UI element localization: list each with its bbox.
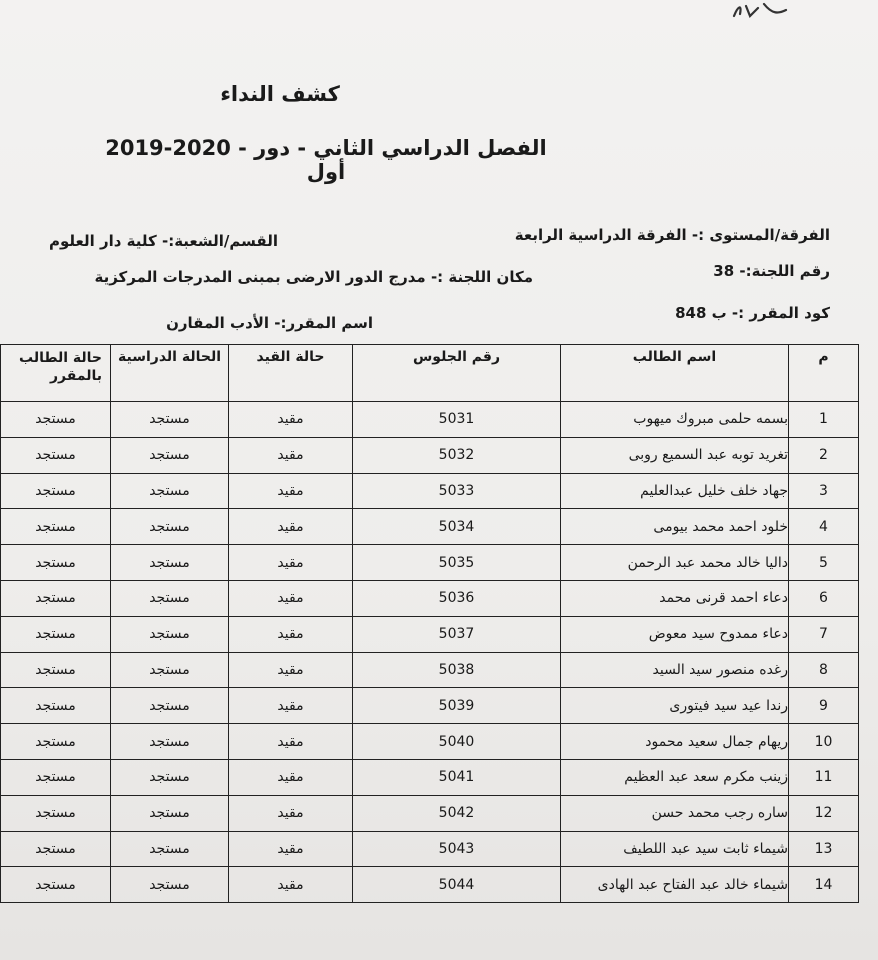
registration-status-cell: مقيد — [229, 473, 353, 509]
table-row — [1, 473, 859, 509]
department-info: القسم/الشعبة:- كلية دار العلوم — [49, 232, 278, 250]
column-header-seat-number: رقم الجلوس — [353, 345, 561, 402]
seat-number-cell: 5034 — [353, 509, 561, 545]
row-index-cell: 8 — [789, 652, 859, 688]
course-status-cell: مستجد — [1, 509, 111, 545]
student-name-cell: جهاد خلف خليل عبدالعليم — [561, 473, 789, 509]
table-row — [1, 688, 859, 724]
column-header-index: م — [789, 345, 859, 402]
column-header-course-status: حالة الطالب بالمقرر — [1, 345, 111, 402]
course-code-info: كود المقرر :- ب 848 — [675, 304, 830, 322]
row-index-cell: 9 — [789, 688, 859, 724]
study-status-cell: مستجد — [111, 580, 229, 616]
table-row — [1, 759, 859, 795]
committee-number-info: رقم اللجنة:- 38 — [713, 262, 830, 280]
table-row — [1, 724, 859, 760]
seat-number-cell: 5033 — [353, 473, 561, 509]
row-index-cell: 2 — [789, 437, 859, 473]
course-status-cell: مستجد — [1, 402, 111, 438]
student-name-cell: خلود احمد محمد بيومى — [561, 509, 789, 545]
row-index-cell: 12 — [789, 795, 859, 831]
seat-number-cell: 5044 — [353, 867, 561, 903]
student-name-cell: زينب مكرم سعد عبد العظيم — [561, 759, 789, 795]
course-status-cell: مستجد — [1, 437, 111, 473]
study-status-cell: مستجد — [111, 724, 229, 760]
handwritten-mark-icon — [728, 0, 808, 22]
table-row — [1, 545, 859, 581]
student-name-cell: ريهام جمال سعيد محمود — [561, 724, 789, 760]
student-name-cell: دعاء احمد قرنى محمد — [561, 580, 789, 616]
seat-number-cell: 5032 — [353, 437, 561, 473]
study-status-cell: مستجد — [111, 437, 229, 473]
course-status-cell: مستجد — [1, 616, 111, 652]
table-row — [1, 652, 859, 688]
student-name-cell: تغريد توبه عبد السميع روبى — [561, 437, 789, 473]
course-status-cell: مستجد — [1, 759, 111, 795]
course-status-cell: مستجد — [1, 545, 111, 581]
course-status-cell: مستجد — [1, 867, 111, 903]
registration-status-cell: مقيد — [229, 580, 353, 616]
table-row — [1, 437, 859, 473]
study-status-cell: مستجد — [111, 831, 229, 867]
course-status-cell: مستجد — [1, 473, 111, 509]
study-status-cell: مستجد — [111, 545, 229, 581]
study-status-cell: مستجد — [111, 402, 229, 438]
course-status-cell: مستجد — [1, 724, 111, 760]
course-status-cell: مستجد — [1, 831, 111, 867]
seat-number-cell: 5037 — [353, 616, 561, 652]
study-status-cell: مستجد — [111, 509, 229, 545]
seat-number-cell: 5039 — [353, 688, 561, 724]
row-index-cell: 6 — [789, 580, 859, 616]
study-status-cell: مستجد — [111, 473, 229, 509]
registration-status-cell: مقيد — [229, 831, 353, 867]
registration-status-cell: مقيد — [229, 652, 353, 688]
table-row — [1, 509, 859, 545]
column-header-student-name: اسم الطالب — [561, 345, 789, 402]
table-row — [1, 616, 859, 652]
row-index-cell: 1 — [789, 402, 859, 438]
attendance-table — [0, 344, 859, 903]
registration-status-cell: مقيد — [229, 867, 353, 903]
study-status-cell: مستجد — [111, 759, 229, 795]
study-status-cell: مستجد — [111, 652, 229, 688]
student-name-cell: بسمه حلمى مبروك ميهوب — [561, 402, 789, 438]
course-name-info: اسم المقرر:- الأدب المقارن — [166, 314, 373, 332]
student-name-cell: شيماء خالد عبد الفتاح عبد الهادى — [561, 867, 789, 903]
table-row — [1, 580, 859, 616]
study-status-cell: مستجد — [111, 616, 229, 652]
registration-status-cell: مقيد — [229, 724, 353, 760]
seat-number-cell: 5040 — [353, 724, 561, 760]
seat-number-cell: 5035 — [353, 545, 561, 581]
study-status-cell: مستجد — [111, 795, 229, 831]
table-body — [1, 402, 859, 903]
registration-status-cell: مقيد — [229, 616, 353, 652]
student-name-cell: دعاء ممدوح سيد معوض — [561, 616, 789, 652]
registration-status-cell: مقيد — [229, 795, 353, 831]
course-status-cell: مستجد — [1, 652, 111, 688]
student-name-cell: داليا خالد محمد عبد الرحمن — [561, 545, 789, 581]
seat-number-cell: 5041 — [353, 759, 561, 795]
seat-number-cell: 5031 — [353, 402, 561, 438]
document-title: كشف النداء — [220, 82, 340, 106]
table-row — [1, 402, 859, 438]
table-header-row — [1, 345, 859, 402]
seat-number-cell: 5043 — [353, 831, 561, 867]
registration-status-cell: مقيد — [229, 545, 353, 581]
registration-status-cell: مقيد — [229, 402, 353, 438]
registration-status-cell: مقيد — [229, 509, 353, 545]
table-row — [1, 867, 859, 903]
row-index-cell: 10 — [789, 724, 859, 760]
row-index-cell: 3 — [789, 473, 859, 509]
committee-place-info: مكان اللجنة :- مدرج الدور الارضى بمبنى المدرجات المركزية — [94, 268, 533, 286]
registration-status-cell: مقيد — [229, 759, 353, 795]
column-header-registration-status: حالة القيد — [229, 345, 353, 402]
column-header-study-status: الحالة الدراسية — [111, 345, 229, 402]
level-info: الفرقة/المستوى :- الفرقة الدراسية الرابعة — [514, 226, 830, 244]
table-row — [1, 795, 859, 831]
document-subtitle: 2019-2020 - الفصل الدراسي الثاني - دور أول — [105, 136, 547, 184]
row-index-cell: 5 — [789, 545, 859, 581]
course-status-cell: مستجد — [1, 688, 111, 724]
seat-number-cell: 5036 — [353, 580, 561, 616]
registration-status-cell: مقيد — [229, 437, 353, 473]
row-index-cell: 11 — [789, 759, 859, 795]
seat-number-cell: 5042 — [353, 795, 561, 831]
course-status-cell: مستجد — [1, 795, 111, 831]
student-name-cell: رندا عيد سيد فيتورى — [561, 688, 789, 724]
study-status-cell: مستجد — [111, 688, 229, 724]
row-index-cell: 14 — [789, 867, 859, 903]
table-row — [1, 831, 859, 867]
row-index-cell: 4 — [789, 509, 859, 545]
student-name-cell: شيماء ثابت سيد عبد اللطيف — [561, 831, 789, 867]
student-name-cell: ساره رجب محمد حسن — [561, 795, 789, 831]
course-status-cell: مستجد — [1, 580, 111, 616]
row-index-cell: 7 — [789, 616, 859, 652]
student-name-cell: رغده منصور سيد السيد — [561, 652, 789, 688]
registration-status-cell: مقيد — [229, 688, 353, 724]
study-status-cell: مستجد — [111, 867, 229, 903]
row-index-cell: 13 — [789, 831, 859, 867]
seat-number-cell: 5038 — [353, 652, 561, 688]
